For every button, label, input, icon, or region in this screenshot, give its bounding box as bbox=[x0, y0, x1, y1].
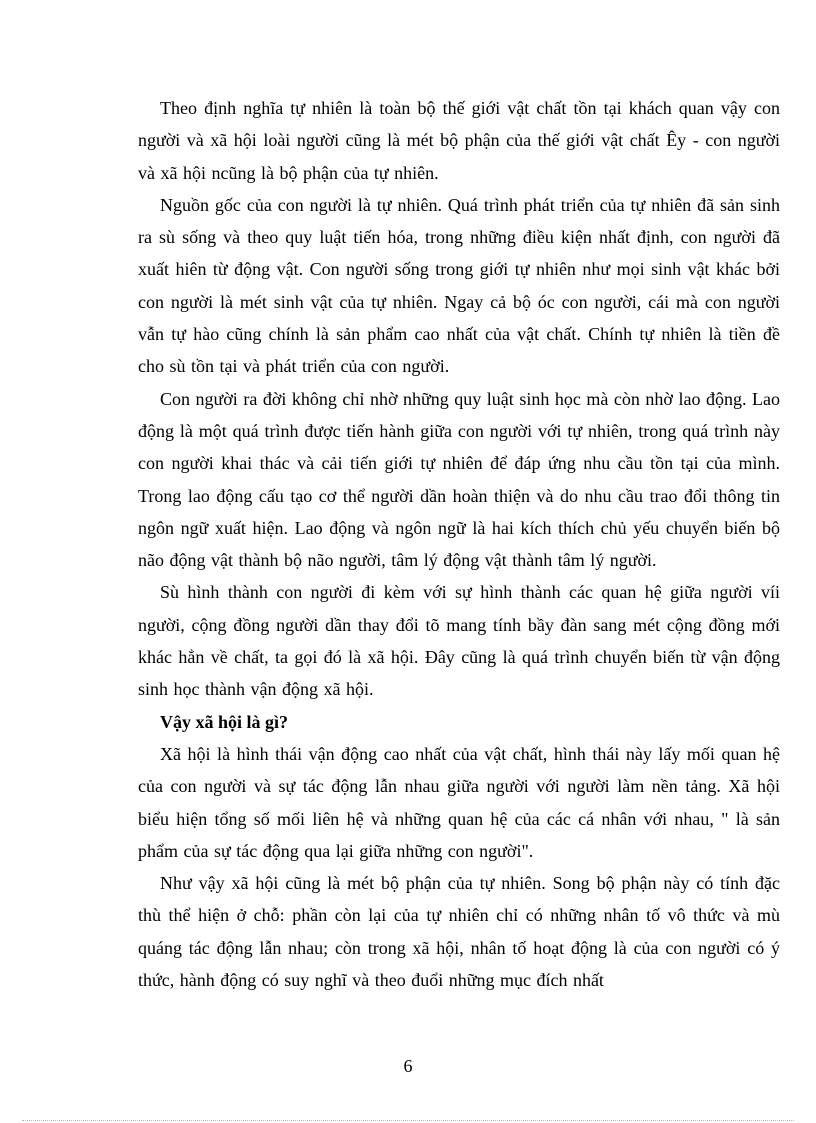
page-number: 6 bbox=[403, 1056, 413, 1076]
section-heading: Vậy xã hội là gì? bbox=[160, 711, 289, 732]
page-bottom-divider bbox=[22, 1120, 794, 1121]
paragraph-4: Sù hình thành con người đi kèm với sự hình thành các quan hệ giữa người víi người, cộng đồng người dần thay đổi tõ mang tính bầy đàn sang mét cộng đồng mới khác hẳn về chất, ta gọi đó là xã hội. Đây cũng là quá trình chuyển biến từ vận động sinh học thành vận động xã hội. bbox=[138, 582, 780, 700]
paragraph-5: Xã hội là hình thái vận động cao nhất của vật chất, hình thái này lấy mối quan hệ của con người và sự tác động lẫn nhau giữa người với người làm nền tảng. Xã hội biểu hiện tổng số mối liên hệ và những quan hệ của các cá nhân với nhau, " là sản phẩm của sự tác động qua lại giữa những con người". bbox=[138, 743, 780, 861]
paragraph-2: Nguồn gốc của con người là tự nhiên. Quá trình phát triển của tự nhiên đã sản sinh ra sù sống và theo quy luật tiến hóa, trong những điều kiện nhất định, con người đã xuất hiên từ động vật. Con người sống trong giới tự nhiên như mọi sinh vật khác bởi con người là mét sinh vật của tự nhiên. Ngay cả bộ óc con người, cái mà con người vẫn tự hào cũng chính là sản phẩm cao nhất của vật chất. Chính tự nhiên là tiền đề cho sù tồn tại và phát triển của con người. bbox=[138, 194, 780, 377]
document-body bbox=[138, 92, 780, 996]
paragraph-3: Con người ra đời không chỉ nhờ những quy luật sinh học mà còn nhờ lao động. Lao động là một quá trình được tiến hành giữa con người với tự nhiên, trong quá trình này con người khai thác và cải tiến giới tự nhiên để đáp ứng nhu cầu tồn tại của mình. Trong lao động cấu tạo cơ thể người dần hoàn thiện và do nhu cầu trao đổi thông tin ngôn ngữ xuất hiện. Lao động và ngôn ngữ là hai kích thích chủ yếu chuyển biến bộ não động vật thành bộ não người, tâm lý động vật thành tâm lý người. bbox=[138, 388, 780, 571]
paragraph-6: Như vậy xã hội cũng là mét bộ phận của tự nhiên. Song bộ phận này có tính đặc thù thể hiện ở chỗ: phần còn lại của tự nhiên chỉ có những nhân tố vô thức và mù quáng tác động lẫn nhau; còn trong xã hội, nhân tố hoạt động là của con người có ý thức, hành động có suy nghĩ và theo đuổi những mục đích nhất bbox=[138, 873, 780, 991]
paragraph-1: Theo định nghĩa tự nhiên là toàn bộ thế giới vật chất tồn tại khách quan vậy con người và xã hội loài người cũng là mét bộ phận của thế giới vật chất Êy - con người và xã hội ncũng là bộ phận của tự nhiên. bbox=[138, 98, 780, 183]
